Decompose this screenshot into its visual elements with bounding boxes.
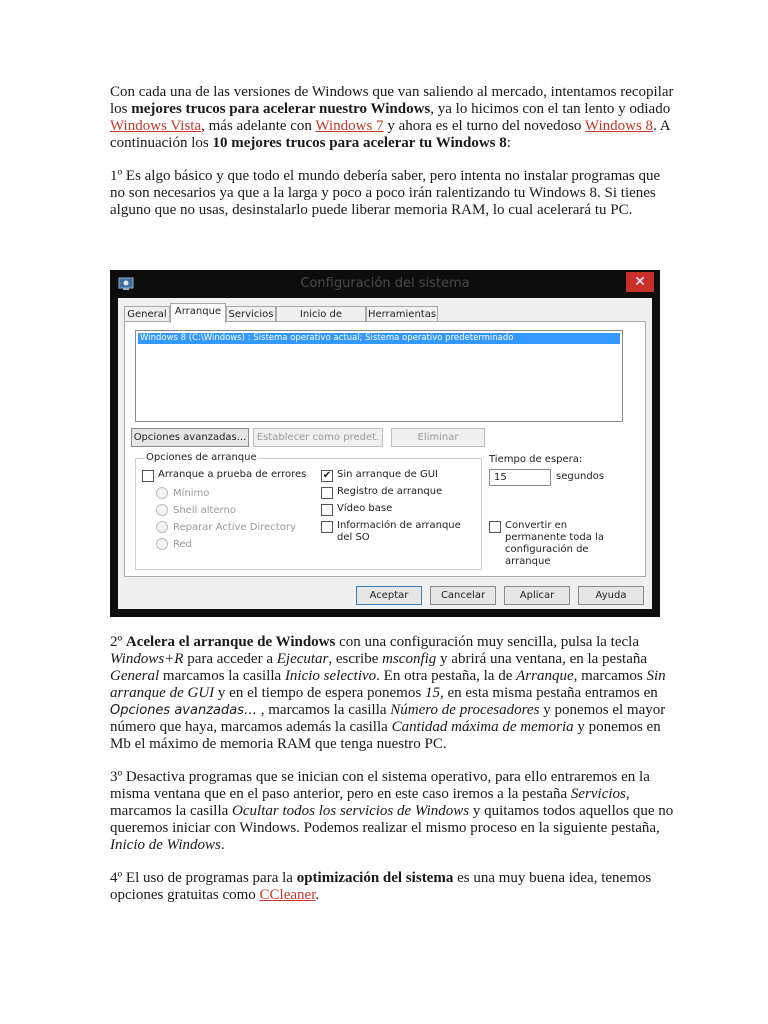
intro-text-6: : — [506, 135, 511, 151]
close-icon[interactable]: ✕ — [626, 272, 654, 292]
checkbox-box — [321, 521, 333, 533]
tip2-text-9: y en el tiempo de espera ponemos — [214, 685, 425, 701]
tip3-text-1: 3º Desactiva programas que se inician con el sistema operativo, para ello entraremos en la misma ventana que en el paso anterior, pero en este caso iremos a la pestaña — [110, 769, 650, 802]
tip4-text-3: . — [315, 887, 320, 903]
intro-bold-2: 10 mejores trucos para acelerar tu Windows 8 — [212, 135, 507, 151]
tip-2-paragraph — [110, 634, 678, 753]
tip2-text-8: , marcamos — [573, 668, 647, 684]
no-gui-label: Sin arranque de GUI — [337, 469, 438, 480]
os-boot-info-checkbox[interactable] — [321, 520, 466, 544]
radio-circle — [156, 487, 168, 499]
tip3-italic-1: Servicios — [570, 786, 626, 802]
safe-boot-label: Arranque a prueba de errores — [158, 469, 307, 480]
checkbox-box — [321, 504, 333, 516]
tip-4-paragraph — [110, 870, 678, 904]
radio-minimal-label: Mínimo — [173, 487, 210, 499]
windows-7-link[interactable]: Windows 7 — [315, 118, 384, 134]
intro-paragraph — [110, 84, 678, 152]
checkbox-box — [142, 470, 154, 482]
make-permanent-label: Convertir en permanente toda la configuración de arranque — [505, 520, 604, 567]
document-body — [110, 84, 678, 235]
set-default-button[interactable]: Establecer como predet. — [253, 428, 383, 447]
tip2-italic-9: Opciones avanzadas… — [110, 703, 257, 718]
tip2-text-12: y ponemos el mayor número que haya, marcamos además la casilla — [110, 702, 666, 735]
tip2-text-1: 2º — [110, 634, 126, 650]
no-gui-boot-checkbox[interactable] — [321, 469, 438, 482]
tip2-italic-1: Windows+R — [110, 651, 184, 667]
check-icon: ✔ — [322, 470, 332, 481]
timeout-label: Tiempo de espera: — [489, 454, 583, 465]
intro-text-3: , más adelante con — [201, 118, 316, 134]
tip2-italic-4: General — [110, 668, 160, 684]
tip2-text-6: marcamos la casilla — [159, 668, 285, 684]
radio-ad-label: Reparar Active Directory — [173, 521, 296, 533]
delete-button[interactable]: Eliminar — [391, 428, 485, 447]
boot-log-label: Registro de arranque — [337, 486, 443, 497]
boot-tab-panel — [124, 321, 646, 577]
timeout-input[interactable]: 15 — [489, 469, 551, 486]
tip2-italic-10: Número de procesadores — [390, 702, 540, 718]
dialog-title: Configuración del sistema — [300, 276, 470, 291]
msconfig-screenshot — [110, 270, 660, 617]
cancel-button[interactable]: Cancelar — [430, 586, 496, 605]
windows-8-link[interactable]: Windows 8 — [584, 118, 654, 134]
tip2-text-13: y ponemos en Mb el máximo de memoria RAM que tenga nuestro PC. — [110, 719, 661, 752]
apply-button[interactable]: Aplicar — [504, 586, 570, 605]
base-video-checkbox[interactable] — [321, 503, 392, 516]
document-body-2 — [110, 634, 678, 920]
tip2-bold-1: Acelera el arranque de Windows — [125, 634, 336, 650]
tip3-text-4: . — [220, 837, 225, 853]
intro-text-5: . A continuación los — [110, 118, 670, 151]
tip2-text-4: , escribe — [328, 651, 383, 667]
make-permanent-checkbox[interactable] — [489, 520, 629, 568]
boot-options-group — [135, 452, 482, 570]
boot-log-checkbox[interactable] — [321, 486, 442, 499]
radio-network[interactable] — [156, 538, 192, 550]
intro-text-4: y ahora es el turno del novedoso — [383, 118, 585, 134]
tab-servicios[interactable]: Servicios — [226, 306, 276, 322]
timeout-unit: segundos — [556, 471, 605, 482]
intro-text-2: , ya lo hicimos con el tan lento y odiado — [430, 101, 671, 117]
tab-inicio-windows[interactable]: Inicio de — [276, 306, 366, 322]
tip2-italic-5: Inicio selectivo — [284, 668, 377, 684]
tip3-text-2: , marcamos la casilla — [110, 786, 630, 819]
tip2-text-3: para acceder a — [183, 651, 277, 667]
tip-3-paragraph — [110, 769, 678, 854]
dialog-titlebar — [110, 270, 660, 298]
tab-herramientas[interactable]: Herramientas — [366, 306, 438, 322]
tip4-text-1: 4º El uso de programas para la — [110, 870, 297, 886]
boot-entry-selected[interactable]: Windows 8 (C:\Windows) : Sistema operativo actual; Sistema operativo predeterminado — [138, 333, 620, 344]
boot-entries-list[interactable] — [135, 330, 623, 422]
tip2-text-2: con una configuración muy sencilla, pulsa la tecla — [335, 634, 639, 650]
ok-button[interactable]: Aceptar — [356, 586, 422, 605]
tip2-text-5: y abrirá una ventana, en la pestaña — [436, 651, 648, 667]
checkbox-box — [489, 521, 501, 533]
dialog-client — [118, 298, 652, 609]
tip2-text-10: , en esta misma pestaña entramos en — [439, 685, 658, 701]
ccleaner-link[interactable]: CCleaner — [259, 887, 316, 903]
radio-circle — [156, 538, 168, 550]
safe-boot-checkbox[interactable] — [142, 469, 306, 482]
radio-ad-repair[interactable] — [156, 521, 296, 533]
radio-minimal[interactable] — [156, 487, 209, 499]
checkbox-box — [321, 487, 333, 499]
tip2-text-11: , marcamos la casilla — [257, 702, 391, 718]
windows-vista-link[interactable]: Windows Vista — [110, 118, 202, 134]
tip2-italic-6: Arranque — [516, 668, 574, 684]
radio-network-label: Red — [173, 538, 192, 550]
tip4-bold-1: optimización del sistema — [296, 870, 454, 886]
radio-circle — [156, 521, 168, 533]
tip2-italic-11: Cantidad máxima de memoria — [391, 719, 574, 735]
radio-alternate-shell[interactable] — [156, 504, 236, 516]
tip2-italic-7: Sin arranque de GUI — [110, 668, 666, 701]
boot-options-label: Opciones de arranque — [146, 452, 257, 463]
os-info-label: Información de arranque del SO — [337, 520, 461, 543]
tip-1-paragraph: 1º Es algo básico y que todo el mundo debería saber, pero intenta no instalar programas que no son necesarios ya que a la larga y poco a poco irán ralentizando tu Windows 8. Si tienes alguno que no usas, desinstalarlo puede liberar memoria RAM, lo cual acelerará tu PC. — [110, 168, 661, 218]
radio-shell-label: Shell alterno — [173, 504, 236, 516]
tab-general[interactable]: General — [124, 306, 170, 322]
tip3-italic-3: Inicio de Windows — [110, 837, 221, 853]
help-button[interactable]: Ayuda — [578, 586, 644, 605]
tip4-text-2: es una muy buena idea, tenemos opciones gratuitas como — [110, 870, 652, 903]
tip2-italic-8: 15 — [424, 685, 440, 701]
base-video-label: Vídeo base — [337, 503, 393, 514]
tab-arranque[interactable]: Arranque — [170, 303, 226, 323]
intro-text-1: Con cada una de las versiones de Windows que van saliendo al mercado, intentamos recopilar los — [110, 84, 674, 117]
intro-bold-1: mejores trucos para acelerar nuestro Windows — [131, 101, 431, 117]
tip3-text-3: y quitamos todos aquellos que no queremos iniciar con Windows. Podemos realizar el mismo proceso en la siguiente pestaña, — [110, 803, 674, 836]
tip2-text-7: . En otra pestaña, la de — [376, 668, 517, 684]
tip2-italic-2: Ejecutar — [276, 651, 329, 667]
advanced-options-button[interactable]: Opciones avanzadas... — [131, 428, 249, 447]
tip2-italic-3: msconfig — [382, 651, 437, 667]
tip3-italic-2: Ocultar todos los servicios de Windows — [232, 803, 470, 819]
radio-circle — [156, 504, 168, 516]
